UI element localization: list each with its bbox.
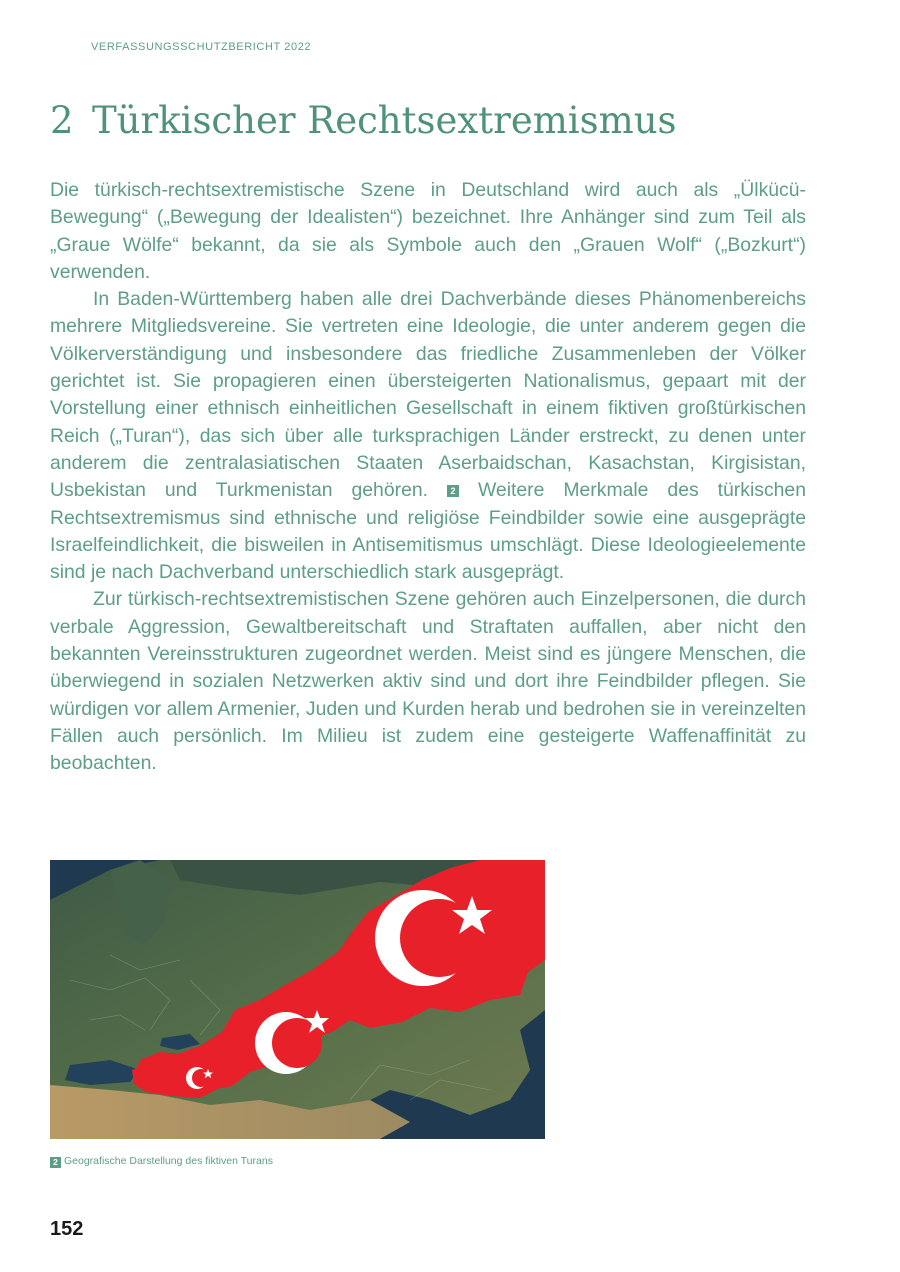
- figure-caption-text: Geografische Darstellung des fiktiven Turans: [64, 1155, 273, 1167]
- paragraph-2-part-1: In Baden-Württemberg haben alle drei Dachverbände dieses Phänomenbereichs mehrere Mitgliedsvereine. Sie vertreten eine Ideologie, die unter anderem gegen die Völkerverständigung und insbesondere das friedliche Zusammenleben der Völker gerichtet ist. Sie propagieren einen übersteigerten Nationalismus, gepaart mit der Vorstellung einer ethnisch einheitlichen Gesellschaft in einem fiktiven großtürkischen Reich („Turan“), das sich über alle turksprachigen Länder erstreckt, zu denen unter anderem die zentralasiatischen Staaten Aserbaidschan, Kasachstan, Kirgisistan, Usbekistan und Turkmenistan gehören.: [50, 288, 806, 502]
- figure-reference-badge: 2: [447, 485, 459, 497]
- paragraph-3: Zur türkisch-rechtsextremistischen Szene gehören auch Einzelpersonen, die durch verbale Aggression, Gewaltbereitschaft und Straftaten auffallen, aber nicht den bekannten Vereinsstrukturen zugeordnet werden. Meist sind es jüngere Menschen, die überwiegend in sozialen Netzwerken aktiv sind und dort ihre Feindbilder pflegen. Sie würdigen vor allem Armenier, Juden und Kurden herab und bedrohen sie in vereinzelten Fällen auch persönlich. Im Milieu ist zudem eine gesteigerte Waffenaffinität zu beobachten.: [50, 588, 806, 775]
- caption-reference-badge: 2: [50, 1157, 61, 1168]
- paragraph-2-part-2: Weitere Merkmale des türkischen Rechtsextremismus sind ethnische und religiöse Feindbilder sowie eine ausgeprägte Israelfeindlichkeit, die bisweilen in Antisemitismus umschlägt. Diese Ideologieelemente sind je nach Dachverband unterschiedlich stark ausgeprägt.: [50, 479, 806, 584]
- figure-caption: [50, 1155, 273, 1168]
- chapter-title-text: Türkischer Rechtsextremismus: [92, 99, 677, 142]
- paragraph-1: Die türkisch-rechtsextremistische Szene in Deutschland wird auch als „Ülkücü-Bewegung“ („Bewegung der Idealisten“) bezeichnet. Ihre Anhänger sind zum Teil als „Graue Wölfe“ bekannt, da sie als Symbole auch den „Grauen Wolf“ („Bozkurt“) verwenden.: [50, 179, 806, 283]
- paragraph-2: [50, 286, 806, 586]
- running-header: VERFASSUNGSSCHUTZBERICHT 2022: [91, 41, 312, 53]
- turan-map-image: [50, 860, 545, 1139]
- body-text: [50, 177, 806, 778]
- chapter-number: 2: [50, 99, 74, 142]
- chapter-title: [50, 95, 677, 147]
- page-number: 152: [50, 1218, 84, 1240]
